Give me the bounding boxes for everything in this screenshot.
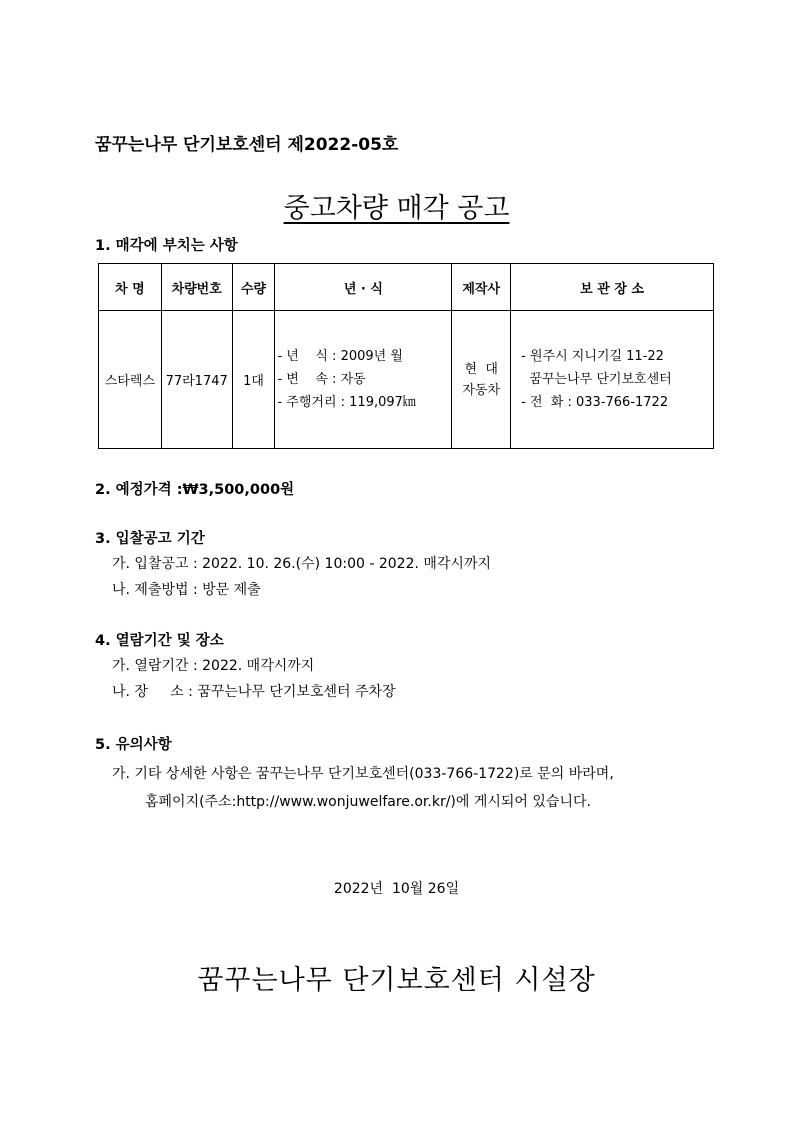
cell-spec xyxy=(275,311,452,449)
header-storage-place: 보 관 장 소 xyxy=(511,264,714,311)
place-phone: - 전 화 : 033-766-1722 xyxy=(521,395,669,410)
header-plate-number: 차량번호 xyxy=(161,264,232,311)
section5-heading: 5. 유의사항 xyxy=(95,737,172,753)
section3-line-2: 나. 제출방법 : 방문 제출 xyxy=(112,582,261,598)
header-vehicle-name: 차 명 xyxy=(99,264,162,311)
header-maker: 제작사 xyxy=(452,264,511,311)
vehicle-table xyxy=(98,263,714,449)
place-facility: 꿈꾸는나무 단기보호센터 xyxy=(521,372,672,387)
header-quantity: 수량 xyxy=(232,264,275,311)
section4-heading: 4. 열람기간 및 장소 xyxy=(95,633,224,649)
spec-year: - 년 식 : 2009년 월 xyxy=(277,349,403,364)
table-row xyxy=(99,311,714,449)
header-year-spec: 년 · 식 xyxy=(275,264,452,311)
cell-plate-number: 77라1747 xyxy=(161,311,232,449)
section4-line-1: 가. 열람기간 : 2022. 매각시까지 xyxy=(112,658,315,674)
maker-line-2: 자동차 xyxy=(462,382,501,398)
section3-heading: 3. 입찰공고 기간 xyxy=(95,531,205,547)
cell-quantity: 1대 xyxy=(232,311,275,449)
document-date: 2022년 10월 26일 xyxy=(333,881,460,897)
signature: 꿈꾸는나무 단기보호센터 시설장 xyxy=(197,965,596,996)
section2-heading: 2. 예정가격 :₩3,500,000원 xyxy=(95,482,295,498)
maker-line-1: 현 대 xyxy=(464,361,498,377)
cell-storage-place xyxy=(511,311,714,449)
table-header-row xyxy=(99,264,714,311)
page-title: 중고차량 매각 공고 xyxy=(283,193,510,224)
section4-line-2: 나. 장 소 : 꿈꾸는나무 단기보호센터 주차장 xyxy=(112,684,396,700)
section5-line-1: 가. 기타 상세한 사항은 꿈꾸는나무 단기보호센터(033-766-1722)로 문의 바라며, xyxy=(112,766,614,782)
section3-line-1: 가. 입찰공고 : 2022. 10. 26.(수) 10:00 - 2022. 매각시까지 xyxy=(112,556,491,572)
cell-maker xyxy=(452,311,511,449)
section1-heading: 1. 매각에 부치는 사항 xyxy=(95,238,238,254)
cell-vehicle-name: 스타렉스 xyxy=(99,311,162,449)
document-number: 꿈꾸는나무 단기보호센터 제2022-05호 xyxy=(95,135,399,155)
spec-transmission: - 변 속 : 자동 xyxy=(277,372,366,387)
section5-line-2: 홈페이지(주소:http://www.wonjuwelfare.or.kr/)에 게시되어 있습니다. xyxy=(145,794,591,810)
spec-mileage: - 주행거리 : 119,097㎞ xyxy=(277,395,416,410)
place-address: - 원주시 지니기길 11-22 xyxy=(521,349,664,364)
